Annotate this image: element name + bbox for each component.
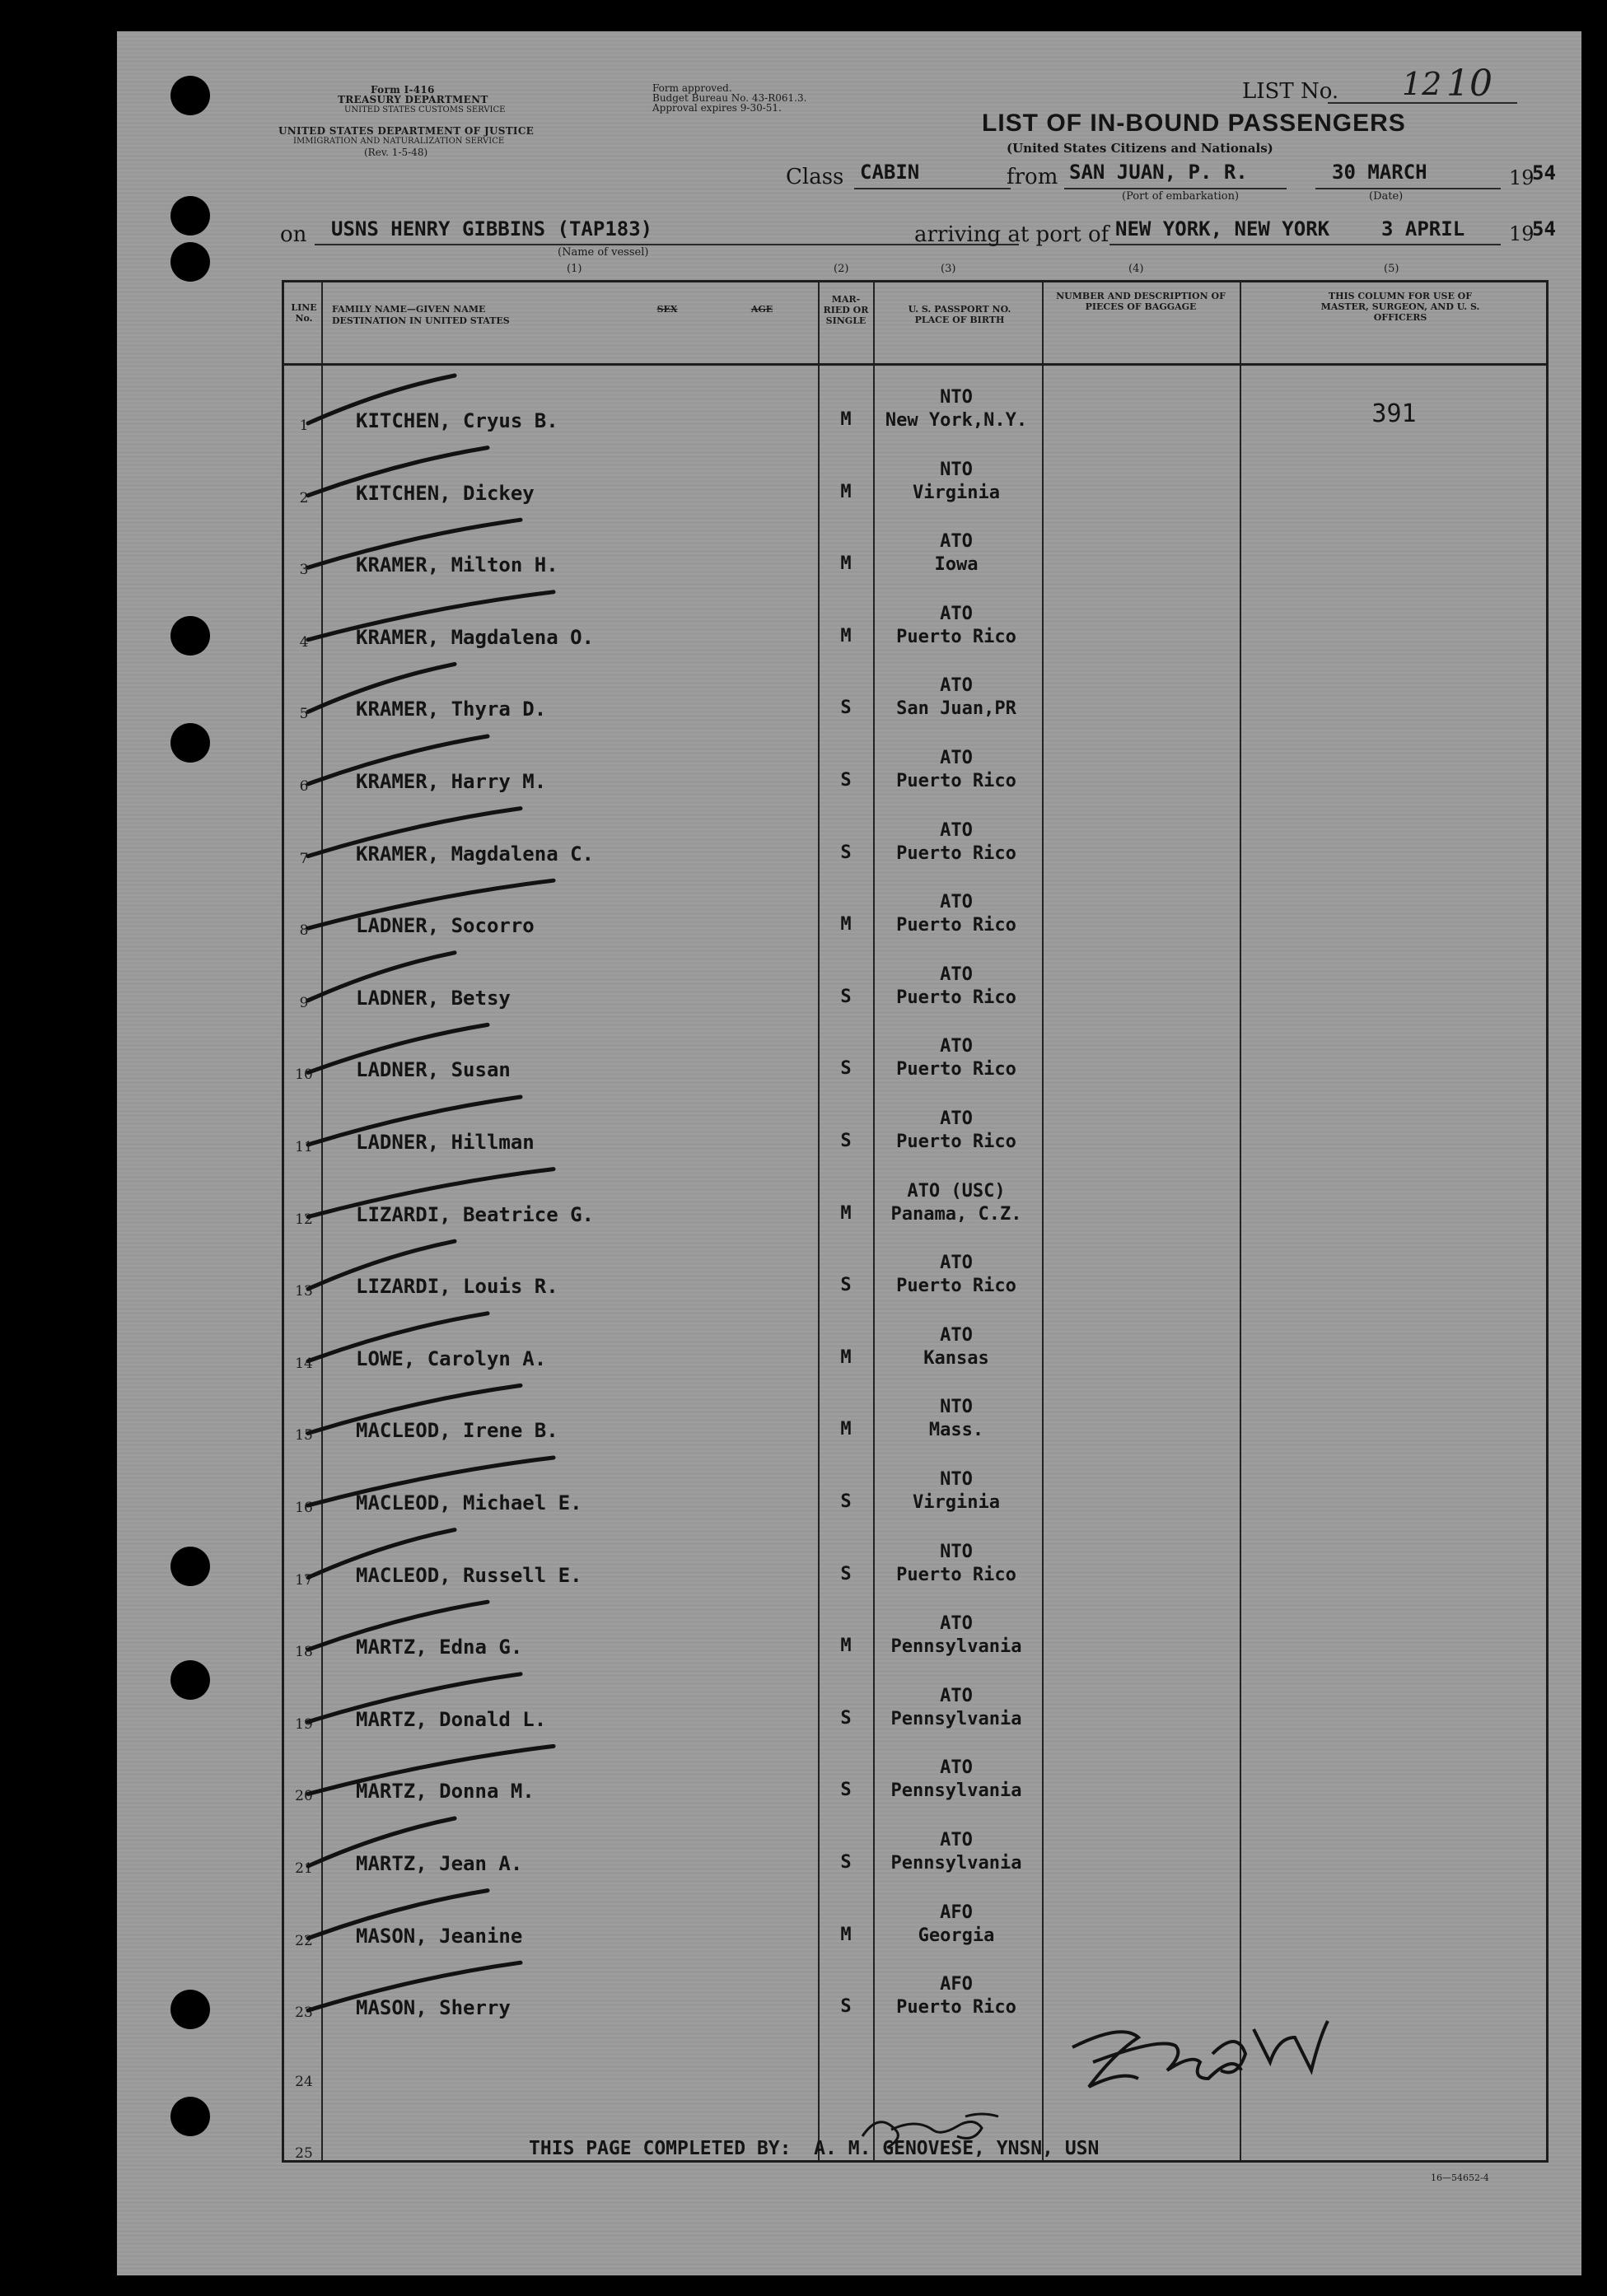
punch-hole [171, 1660, 210, 1700]
date-caption: (Date) [1369, 190, 1404, 203]
table-row [284, 871, 1546, 944]
punch-hole [171, 2097, 210, 2136]
marital-status: S [840, 698, 852, 719]
table-row [284, 1015, 1546, 1088]
budget-bureau: Budget Bureau No. 43-R061.3. [652, 92, 807, 104]
header-officers: THIS COLUMN FOR USE OF MASTER, SURGEON, AND U. S. OFFICERS [1320, 291, 1480, 323]
passport-code: NTO [940, 1397, 973, 1418]
passport-code: ATO [940, 1324, 973, 1346]
passport-code: ATO [940, 675, 973, 697]
line-number: 15 [295, 1427, 313, 1444]
col-number: (1) [567, 263, 582, 275]
table-row [284, 1882, 1546, 1954]
passenger-name: KITCHEN, Dickey [356, 481, 535, 505]
table-row [284, 1809, 1546, 1882]
table-row [284, 1953, 1546, 2026]
col-number: (4) [1128, 263, 1144, 275]
form-title: LIST OF IN-BOUND PASSENGERS [982, 110, 1406, 137]
embark-date: 30 MARCH [1332, 161, 1427, 184]
line-number: 8 [299, 922, 309, 940]
table-row [284, 1304, 1546, 1377]
marital-status: M [840, 553, 852, 575]
from-label: from [1007, 165, 1058, 189]
line-number: 23 [295, 2004, 313, 2022]
form-approved: Form approved. [652, 82, 732, 94]
col-number: (3) [941, 263, 956, 275]
marital-status: S [840, 1563, 852, 1584]
marital-status: S [840, 1058, 852, 1080]
place-of-birth: Puerto Rico [896, 1997, 1016, 2018]
passport-code: ATO [940, 819, 973, 841]
place-of-birth: San Juan,PR [896, 698, 1016, 720]
table-row [284, 1376, 1546, 1449]
marital-status: M [840, 914, 852, 936]
passport-code: ATO [940, 1253, 973, 1274]
table-row [284, 1160, 1546, 1233]
passport-code: ATO [940, 892, 973, 913]
port-of-embarkation: SAN JUAN, P. R. [1069, 161, 1248, 184]
line-number: 1 [299, 418, 309, 434]
marital-status: S [840, 1852, 852, 1873]
place-of-birth: Pennsylvania [890, 1708, 1022, 1729]
passenger-name: MASON, Jeanine [356, 1924, 523, 1948]
place-of-birth: Puerto Rico [896, 771, 1016, 791]
passport-code: ATO [940, 531, 973, 553]
justice-department: UNITED STATES DEPARTMENT OF JUSTICE [278, 125, 535, 137]
line-number: 13 [295, 1283, 313, 1300]
punch-hole [171, 76, 210, 115]
table-row [284, 366, 1546, 439]
place-of-birth: Iowa [934, 554, 979, 576]
passenger-name: MASON, Sherry [356, 1996, 511, 2020]
marital-status: S [840, 770, 852, 791]
marital-status: M [840, 1924, 852, 1945]
approval-expires: Approval expires 9-30-51. [652, 102, 782, 114]
port-caption: (Port of embarkation) [1122, 190, 1240, 203]
place-of-birth: Puerto Rico [896, 987, 1016, 1008]
header-line-no: LINE No. [291, 302, 317, 324]
passenger-name: KRAMER, Harry M. [356, 770, 547, 793]
place-of-birth: New York,N.Y. [885, 410, 1028, 431]
passport-code: ATO [940, 1757, 973, 1779]
marital-status: S [840, 1131, 852, 1151]
table-row [284, 1665, 1546, 1738]
passenger-name: LADNER, Susan [356, 1058, 511, 1082]
line-number: 5 [299, 706, 309, 723]
place-of-birth: Puerto Rico [896, 1276, 1016, 1297]
header-baggage: NUMBER AND DESCRIPTION OF PIECES OF BAGGAGE [1056, 291, 1226, 312]
place-of-birth: Georgia [918, 1925, 995, 1946]
passenger-name: LIZARDI, Beatrice G. [356, 1202, 594, 1226]
passport-code: ATO [940, 964, 973, 985]
line-number: 24 [295, 2073, 313, 2090]
passport-code: ATO (USC) [907, 1180, 1006, 1202]
place-of-birth: Pennsylvania [890, 1636, 1022, 1658]
vessel-caption: (Name of vessel) [558, 246, 649, 259]
arriving-label: arriving at port of [914, 222, 1109, 247]
line-number: 18 [295, 1644, 313, 1661]
place-of-birth: Puerto Rico [896, 626, 1016, 647]
punch-hole [171, 242, 210, 282]
arrival-year: 54 [1532, 217, 1556, 240]
line-number: 20 [295, 1788, 313, 1805]
place-of-birth: Virginia [913, 1492, 1000, 1513]
customs-service: UNITED STATES CUSTOMS SERVICE [344, 105, 506, 114]
table-row [284, 2098, 1546, 2170]
passport-code: NTO [940, 1541, 973, 1562]
table-row [284, 439, 1546, 511]
line-number: 9 [299, 994, 309, 1011]
table-row [284, 511, 1546, 583]
col-number: (5) [1384, 263, 1399, 275]
line-number: 11 [295, 1139, 313, 1155]
marital-status: S [840, 842, 852, 863]
marital-status: M [840, 481, 852, 502]
line-number: 4 [299, 633, 309, 651]
table-row [284, 944, 1546, 1016]
table-row [284, 1521, 1546, 1594]
header-passport: U. S. PASSPORT NO. PLACE OF BIRTH [908, 304, 1011, 325]
passport-code: ATO [940, 1108, 973, 1129]
passenger-name: MACLEOD, Michael E. [356, 1491, 582, 1514]
line-number: 16 [295, 1500, 313, 1516]
passport-code: AFO [940, 1974, 973, 1995]
passenger-name: MARTZ, Donald L. [356, 1707, 547, 1731]
place-of-birth: Mass. [928, 1420, 984, 1441]
table-row [284, 1232, 1546, 1304]
line-number: 12 [295, 1211, 313, 1228]
passenger-name: LADNER, Socorro [356, 914, 535, 938]
arrival-date: 3 APRIL [1381, 217, 1465, 240]
passport-code: NTO [940, 387, 973, 408]
place-of-birth: Puerto Rico [896, 1132, 1016, 1152]
arrival-year-prefix: 19 [1509, 222, 1535, 245]
marital-status: M [840, 409, 852, 430]
place-of-birth: Kansas [923, 1347, 989, 1369]
header-name: FAMILY NAME—GIVEN NAME [332, 304, 486, 315]
table-row [284, 655, 1546, 727]
list-no-label: LIST No. [1242, 79, 1339, 104]
place-of-birth: Puerto Rico [896, 915, 1016, 936]
header-married-single: MAR-RIED OR SINGLE [823, 294, 869, 326]
passenger-name: MARTZ, Edna G. [356, 1636, 523, 1659]
place-of-birth: Pennsylvania [890, 1853, 1022, 1874]
immigration-service: IMMIGRATION AND NATURALIZATION SERVICE [293, 137, 505, 146]
punch-hole [171, 1547, 210, 1586]
passport-code: NTO [940, 459, 973, 480]
col-number: (2) [834, 263, 849, 275]
header-struck-sex: SEX [656, 304, 678, 315]
form-number: Form I-416 [371, 84, 435, 96]
place-of-birth: Pennsylvania [890, 1780, 1022, 1802]
class-value: CABIN [860, 161, 920, 184]
form-subtitle: (United States Citizens and Nationals) [1007, 141, 1273, 156]
passenger-name: KITCHEN, Cryus B. [356, 409, 558, 432]
print-code: 16—54652-4 [1431, 2172, 1489, 2183]
line-number: 6 [299, 778, 309, 795]
passport-code: ATO [940, 1830, 973, 1850]
marital-status: M [840, 1636, 852, 1657]
list-no-value: 10 [1446, 63, 1493, 105]
table-header [284, 282, 1546, 366]
passenger-name: MACLEOD, Irene B. [356, 1419, 558, 1443]
line-number: 21 [295, 1860, 313, 1877]
passenger-name: MARTZ, Jean A. [356, 1852, 523, 1875]
line-number: 19 [295, 1715, 313, 1733]
punch-hole [171, 723, 210, 763]
table-row [284, 1593, 1546, 1665]
marital-status: S [840, 986, 852, 1007]
marital-status: S [840, 1996, 852, 2018]
manifest-sheet [117, 31, 1581, 2275]
passenger-table [282, 280, 1549, 2163]
place-of-birth: Puerto Rico [896, 842, 1016, 864]
punch-hole [171, 196, 210, 236]
marital-status: M [840, 625, 852, 646]
table-row [284, 2026, 1546, 2098]
class-label: Class [786, 165, 844, 189]
marital-status: S [840, 1707, 852, 1729]
completed-by: THIS PAGE COMPLETED BY: A. M. GENOVESE, YNSN, USN [529, 2138, 1100, 2159]
vessel-name: USNS HENRY GIBBINS (TAP183) [331, 217, 653, 240]
marital-status: S [840, 1780, 852, 1801]
embark-year: 54 [1532, 161, 1556, 184]
passport-code: ATO [940, 603, 973, 624]
marital-status: M [840, 1346, 852, 1368]
passenger-name: KRAMER, Magdalena O. [356, 625, 594, 649]
passport-code: ATO [940, 1036, 973, 1057]
table-row [284, 800, 1546, 872]
passport-code: AFO [940, 1902, 973, 1923]
table-row [284, 583, 1546, 656]
passenger-name: LIZARDI, Louis R. [356, 1275, 558, 1299]
place-of-birth: Panama, C.Z. [890, 1203, 1022, 1225]
place-of-birth: Virginia [913, 482, 1000, 503]
table-row [284, 1088, 1546, 1160]
marital-status: S [840, 1491, 852, 1512]
line-number: 3 [299, 562, 309, 579]
line-number: 2 [299, 489, 309, 506]
year-prefix: 19 [1509, 166, 1535, 189]
place-of-birth: Puerto Rico [896, 1564, 1016, 1585]
passport-code: ATO [940, 1613, 973, 1635]
passport-code: ATO [940, 1685, 973, 1706]
line-number: 7 [299, 850, 309, 867]
marital-status: M [840, 1419, 852, 1440]
header-struck-age: AGE [750, 304, 773, 315]
line-number: 14 [295, 1355, 313, 1372]
table-row [284, 727, 1546, 800]
line-number: 10 [295, 1066, 313, 1084]
place-of-birth: Puerto Rico [896, 1059, 1016, 1080]
punch-hole [171, 1990, 210, 2029]
table-row [284, 1449, 1546, 1521]
passenger-name: MARTZ, Donna M. [356, 1780, 535, 1804]
punch-hole [171, 616, 210, 656]
marital-status: M [840, 1202, 852, 1224]
line-number: 22 [295, 1932, 313, 1949]
arrival-port: NEW YORK, NEW YORK [1115, 217, 1330, 240]
marital-status: S [840, 1275, 852, 1296]
passport-code: ATO [940, 748, 973, 768]
line-number: 17 [295, 1571, 313, 1589]
passenger-name: KRAMER, Milton H. [356, 553, 558, 577]
revision-date: (Rev. 1-5-48) [364, 147, 428, 158]
on-label: on [280, 222, 307, 247]
passenger-name: LADNER, Betsy [356, 986, 511, 1010]
passenger-name: MACLEOD, Russell E. [356, 1563, 582, 1587]
table-row [284, 1737, 1546, 1809]
passenger-name: LOWE, Carolyn A. [356, 1346, 547, 1370]
treasury-department: TREASURY DEPARTMENT [338, 94, 488, 105]
passenger-name: LADNER, Hillman [356, 1131, 535, 1154]
header-destination: DESTINATION IN UNITED STATES [332, 315, 510, 326]
passenger-name: KRAMER, Thyra D. [356, 698, 547, 721]
line-number: 25 [295, 2145, 313, 2163]
passport-code: NTO [940, 1469, 973, 1490]
passenger-name: KRAMER, Magdalena C. [356, 842, 594, 866]
list-no-struck: 12 [1402, 66, 1442, 102]
official-note: 391 [1371, 399, 1417, 428]
